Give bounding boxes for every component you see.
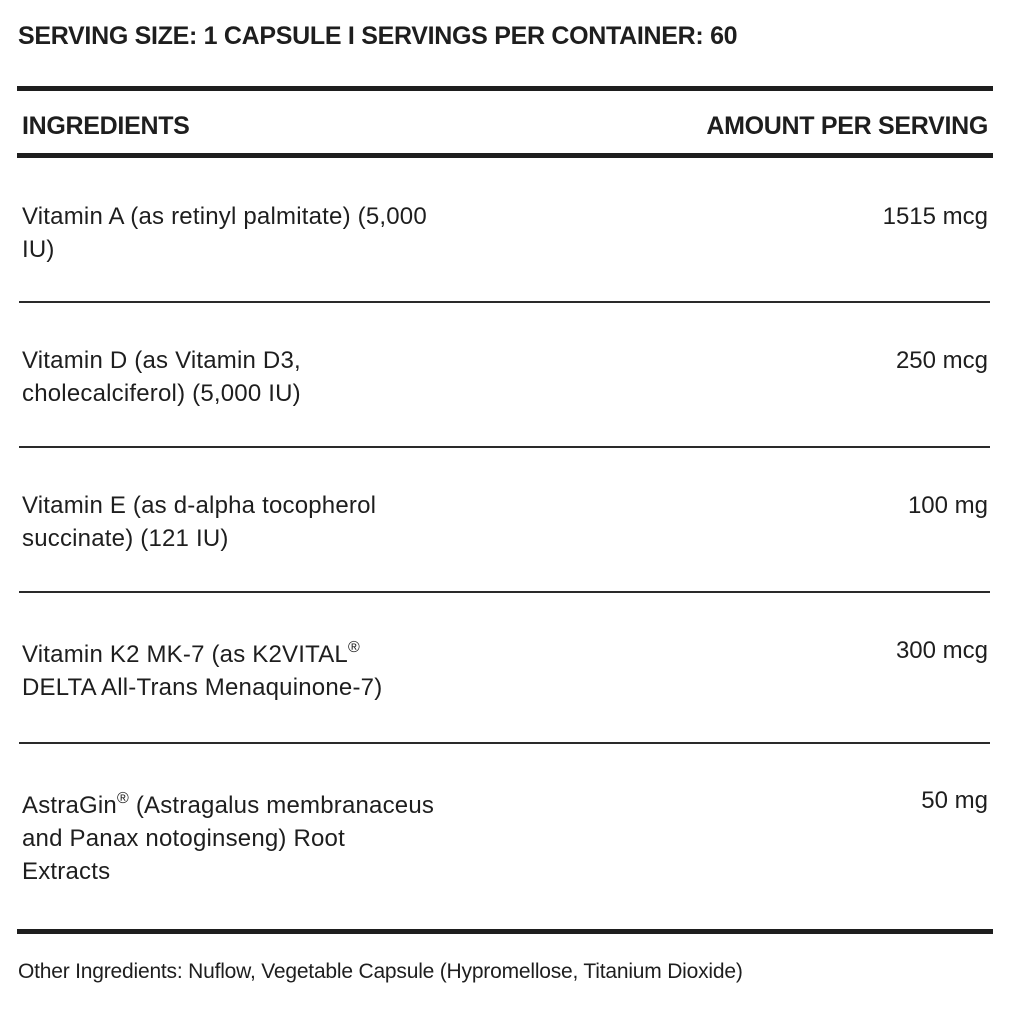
ingredient-name-line: [22, 638, 522, 671]
other-ingredients: Other Ingredients: Nuflow, Vegetable Capsule (Hypromellose, Titanium Dioxide): [18, 960, 743, 983]
bottom-thick-divider: [17, 929, 993, 934]
serving-size-info: SERVING SIZE: 1 CAPSULE I SERVINGS PER CONTAINER: 60: [18, 22, 738, 50]
row-divider: [19, 742, 990, 744]
ingredient-name-line: IU): [22, 236, 55, 263]
top-thick-divider: [17, 86, 993, 91]
row-divider: [19, 446, 990, 448]
ingredient-name-line: Vitamin E (as d-alpha tocopherol: [22, 492, 377, 519]
ingredient-name-text: AstraGin: [22, 792, 117, 819]
ingredient-name-vitamin-a: [22, 200, 522, 266]
row-divider: [19, 591, 990, 593]
ingredient-amount-vitamin-a: 1515 mcg: [882, 203, 988, 230]
ingredient-name-line: Extracts: [22, 858, 111, 885]
ingredient-name-vitamin-k2: [22, 638, 522, 704]
row-divider: [19, 301, 990, 303]
ingredient-name-line: Vitamin A (as retinyl palmitate) (5,000: [22, 203, 427, 230]
registered-mark: ®: [116, 790, 129, 807]
ingredient-amount-astragin: 50 mg: [921, 787, 988, 814]
registered-mark: ®: [347, 639, 360, 656]
ingredient-name-text: Vitamin K2 MK-7 (as K2VITAL: [22, 641, 348, 668]
ingredient-name-text: (Astragalus membranaceus: [128, 792, 435, 819]
ingredient-amount-vitamin-e: 100 mg: [907, 492, 988, 519]
amount-column-header: AMOUNT PER SERVING: [706, 112, 988, 140]
ingredient-name-line: cholecalciferol) (5,000 IU): [22, 380, 301, 407]
ingredient-name-line: DELTA All-Trans Menaquinone-7): [22, 674, 383, 701]
ingredient-amount-vitamin-k2: 300 mcg: [895, 637, 988, 664]
ingredient-name-vitamin-d: [22, 344, 522, 410]
ingredient-name-astragin: [22, 789, 522, 888]
ingredients-column-header: INGREDIENTS: [22, 112, 190, 140]
ingredient-amount-vitamin-d: 250 mcg: [895, 347, 988, 374]
ingredient-name-line: succinate) (121 IU): [22, 525, 229, 552]
ingredient-name-line: [22, 789, 522, 822]
header-thick-divider: [17, 153, 993, 158]
ingredient-name-line: and Panax notoginseng) Root: [22, 825, 345, 852]
ingredient-name-line: Vitamin D (as Vitamin D3,: [22, 347, 301, 374]
ingredient-name-vitamin-e: [22, 489, 522, 555]
